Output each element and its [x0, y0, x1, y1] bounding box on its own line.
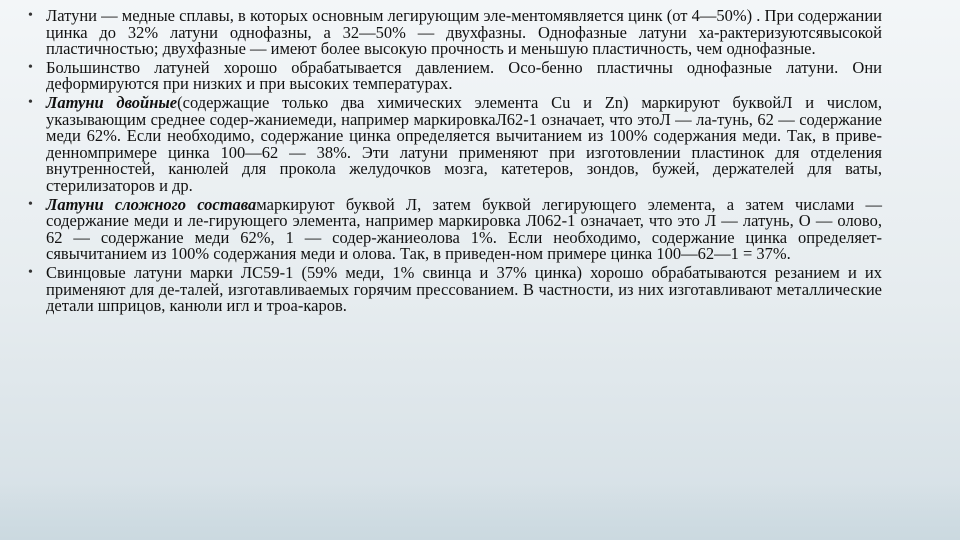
paragraph-text: Большинство латуней хорошо обрабатывается давлением. Осо-бенно пластичны однофазные латуни. Они деформируются при низких и при высоких температурах.	[46, 57, 882, 94]
slide-bottom-band	[0, 482, 960, 540]
paragraph-text: Свинцовые латуни марки ЛС59-1 (59% меди, 1% свинца и 37% цинка) хорошо обрабатываются резанием и их применяют для де-талей, изготавливаемых горячим прессованием. В частности, из них изготавливают металлические детали шприцов, канюли игл и троа-каров.	[46, 262, 882, 316]
bullet-dot-icon: •	[28, 264, 33, 280]
emphasized-term: Латуни сложного состава	[46, 194, 257, 214]
bullet-dot-icon: •	[28, 94, 33, 110]
paragraph-text: Латуни — медные сплавы, в которых основным легирующим эле-ментомявляется цинк (от 4—50%) . При содержании цинка до 32% латуни однофазны, а 32—50% — двухфазны. Однофазные латуни ха-рактеризуютсявысокой пластичностью; двухфазные — имеют более высокую прочность и меньшую пластичность, чем однофазные.	[46, 6, 882, 59]
bullet-dot-icon: •	[28, 59, 33, 75]
bullet-list	[28, 8, 882, 315]
bullet-item-binary-brass	[28, 92, 882, 195]
bullet-dot-icon: •	[28, 8, 33, 23]
bullet-item-lead-brass	[28, 262, 882, 316]
bullet-item-complex-brass	[28, 194, 882, 264]
bullet-dot-icon: •	[28, 196, 33, 212]
bullet-item-pressure-processing	[28, 57, 882, 94]
slide-content	[28, 8, 882, 315]
bullet-item-brass-definition	[28, 8, 882, 58]
emphasized-term: Латуни двойные	[46, 92, 178, 112]
paragraph-text: маркируют буквой Л, затем буквой легирующего элемента, а затем числами — содержание меди и ле-гирующего элемента, например маркировка Л062-1 означает, что это Л — латунь, О — олово, 62 — содержание меди 62%, 1 — содер-жаниеолова 1%. Если необходимо, содержание цинка определяет-сявычитанием из 100% содержания меди и олова. Так, в приведен-ном примере цинка 100—62—1 = 37%.	[46, 194, 882, 264]
paragraph-text: (содержащие только два химических элемента Cu и Zn) маркируют буквойЛ и числом, указывающим среднее содер-жаниемеди, например маркировкаЛ62-1 означает, что этоЛ — ла-тунь, 62 — содержание меди 62%. Если необходимо, содержание цинка определяется вычитанием из 100% содержания меди. Так, в приве-денномпримере цинка 100—62 — 38%. Эти латуни применяют при изготовлении пластинок для отделения внутренностей, канюлей для прокола желудочков мозга, катетеров, зондов, бужей, держателей для ваты, стерилизаторов и др.	[46, 92, 882, 195]
